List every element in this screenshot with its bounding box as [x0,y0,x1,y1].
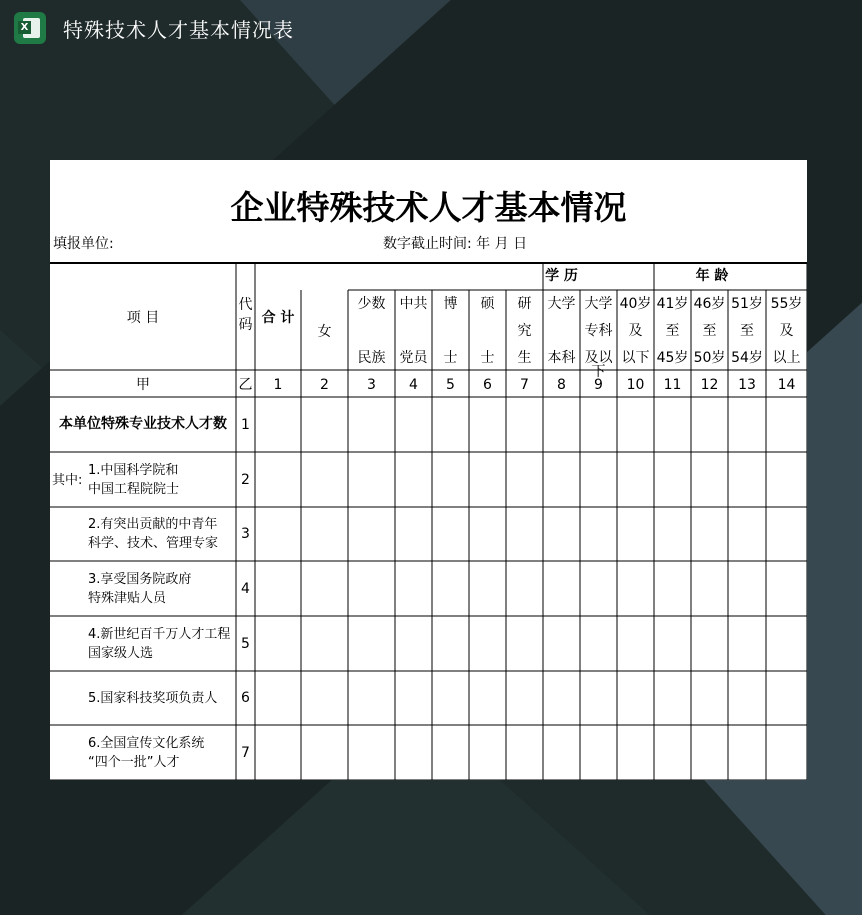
document-title: 企业特殊技术人才基本情况 [230,188,627,227]
index-cell: 3 [367,377,376,393]
header-age: 至 [702,323,717,339]
header-age: 至 [665,323,680,339]
index-cell: 11 [663,377,682,393]
header-age: 54岁 [731,350,763,366]
row-code: 5 [241,635,250,652]
header-education: 及以下 [584,350,613,380]
index-cell: 4 [409,377,418,393]
header-education: 生 [517,350,532,366]
header-item: 项 目 [126,310,160,326]
header-age: 55岁 [770,296,803,312]
row-label: 国家级人选 [88,645,154,661]
header-phd: 博 [443,296,458,312]
row-code: 7 [241,744,250,761]
window-title: 特殊技术人才基本情况表 [63,17,294,42]
header-age: 51岁 [731,296,763,312]
header-education: 大学 [547,296,576,312]
title-bar [14,12,294,44]
index-cell: 2 [320,377,329,393]
header-age: 50岁 [693,350,726,366]
row-label: 特殊津贴人员 [88,590,167,606]
row-label: 本单位特殊专业技术人才数 [59,415,227,432]
header-age: 以下 [621,350,650,366]
row-label: “四个一批”人才 [88,754,180,770]
row-prefix-label: 其中: [52,472,83,488]
header-age: 及 [779,323,794,339]
row-label: 中国工程院院士 [88,481,180,497]
header-party: 中共 [399,296,428,312]
index-cell: 10 [626,377,645,393]
row-code: 3 [241,526,250,542]
row-label: 科学、技术、管理专家 [88,536,219,551]
header-master: 士 [480,350,495,366]
header-education: 究 [517,323,532,339]
index-cell: 9 [594,377,603,393]
header-age: 及 [628,323,643,339]
index-cell: 14 [777,377,796,393]
row-label: 3.享受国务院政府 [88,571,192,587]
index-cell: 甲 [136,377,150,393]
header-education: 研 [517,296,532,312]
header-education: 大学 [584,296,613,312]
row-code: 1 [241,416,250,433]
index-cell: 6 [483,377,492,393]
header-age: 40岁 [619,296,652,312]
row-code: 4 [241,580,250,597]
fill-unit-label: 填报单位: [53,236,114,252]
row-label: 1.中国科学院和 [88,462,179,478]
spreadsheet-document [50,160,807,780]
header-age-group: 年 龄 [695,268,729,284]
index-cell: 乙 [238,377,253,393]
header-code: 代 [238,297,253,313]
header-female: 女 [317,324,332,340]
header-education-group: 学 历 [545,268,578,284]
header-code: 码 [238,317,253,333]
row-label: 6.全国宣传文化系统 [88,735,205,751]
header-education: 专科 [584,323,613,339]
header-age: 46岁 [693,296,726,312]
header-party: 党员 [399,350,428,366]
row-label: 4.新世纪百千万人才工程 [88,626,231,642]
row-code: 6 [241,690,250,706]
row-label: 5.国家科技奖项负责人 [88,690,218,706]
header-age: 45岁 [656,350,689,366]
index-cell: 5 [446,377,455,393]
header-education: 本科 [547,350,576,366]
fill-date-label: 数字截止时间: 年 月 日 [383,236,528,252]
header-phd: 士 [443,350,458,366]
header-total: 合 计 [261,310,295,326]
excel-icon: X [14,12,46,44]
header-age: 以上 [772,350,801,366]
header-minority: 少数 [357,296,386,312]
row-label: 2.有突出贡献的中青年 [88,517,218,532]
header-age: 至 [740,323,754,339]
index-cell: 8 [557,377,566,393]
header-master: 硕 [480,296,495,312]
index-cell: 7 [520,377,529,393]
header-minority: 民族 [357,350,386,366]
index-cell: 12 [700,377,719,393]
index-cell: 1 [273,377,283,393]
index-cell: 13 [738,377,756,393]
row-code: 2 [241,471,250,488]
header-age: 41岁 [656,296,689,312]
